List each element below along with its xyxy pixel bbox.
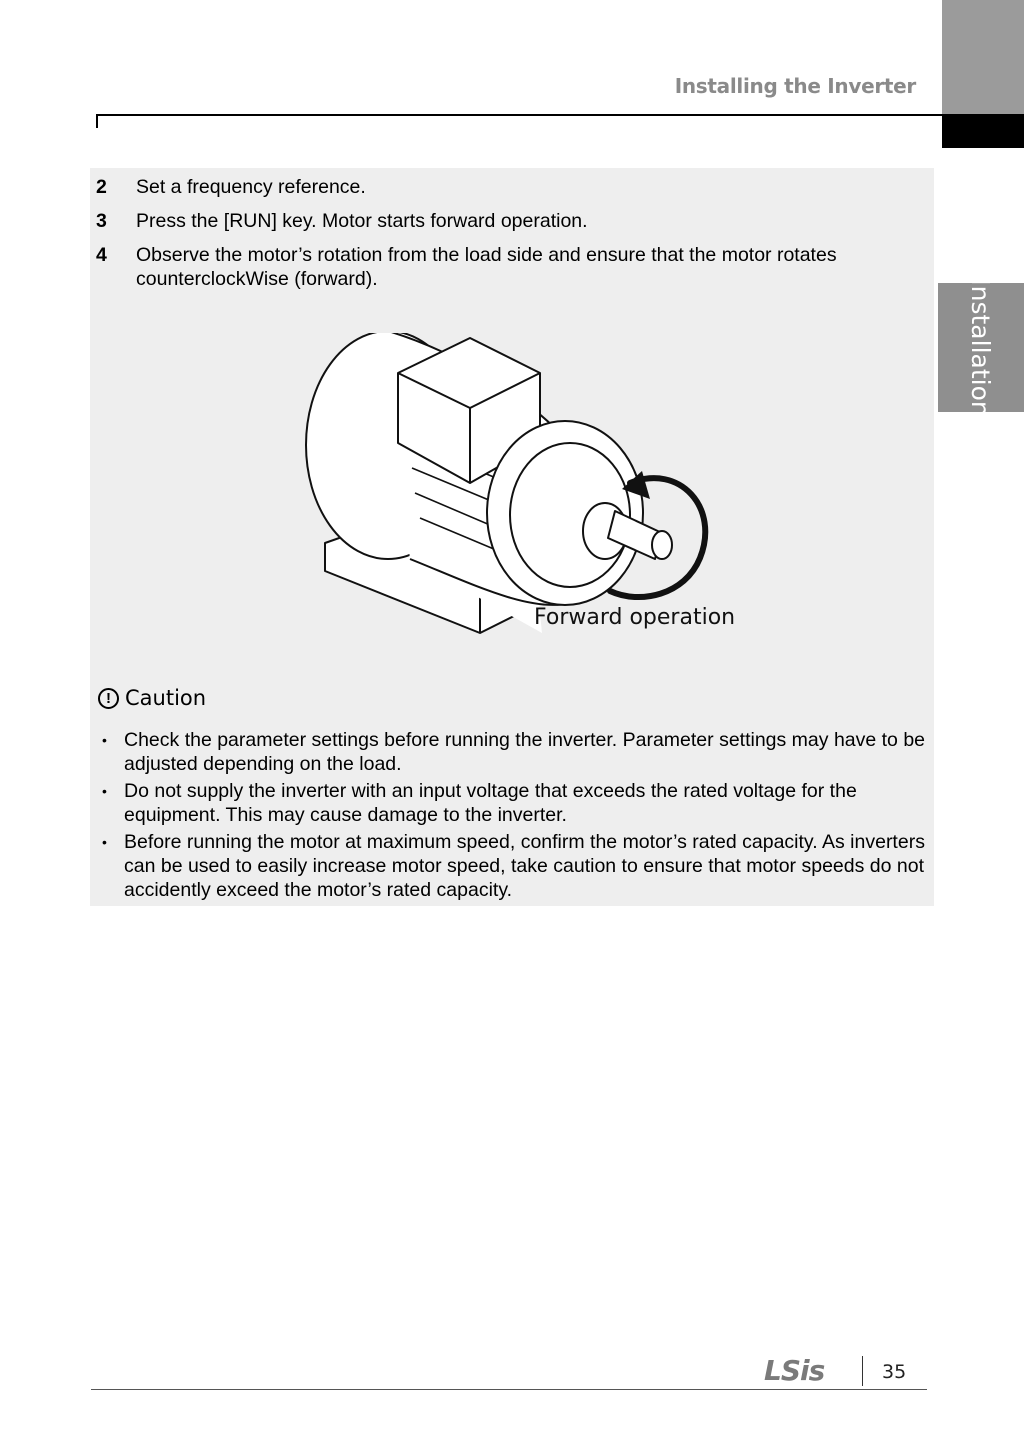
figure-caption: Forward operation <box>534 605 736 630</box>
step-item <box>96 243 914 291</box>
step-item <box>96 175 914 199</box>
chapter-tab-top <box>942 0 1024 114</box>
step-text: Observe the motor’s rotation from the load side and ensure that the motor rotates counterclockWise (forward). <box>136 244 837 290</box>
page-header-title: Installing the Inverter <box>674 74 916 98</box>
caution-item-text: Check the parameter settings before running the inverter. Parameter settings may have to be adjusted depending on the load. <box>124 729 926 775</box>
page-number: 35 <box>882 1361 907 1383</box>
bullet-icon: • <box>102 783 107 799</box>
bullet-icon: • <box>102 732 107 748</box>
content-panel <box>90 168 934 906</box>
motor-figure <box>270 333 750 658</box>
caution-icon: ! <box>98 688 119 709</box>
side-section-tab-label: Installation <box>966 278 996 417</box>
step-number: 4 <box>96 244 107 266</box>
caution-list <box>100 728 930 905</box>
step-text: Press the [RUN] key. Motor starts forward operation. <box>136 210 588 232</box>
caution-title: Caution <box>125 686 207 710</box>
step-number: 3 <box>96 210 107 232</box>
caution-heading <box>98 686 206 710</box>
bullet-icon: • <box>102 834 107 850</box>
caution-item <box>100 779 930 827</box>
company-logo: LSis <box>764 1354 825 1387</box>
header-rule <box>96 114 956 116</box>
step-text: Set a frequency reference. <box>136 176 366 198</box>
caution-item-text: Do not supply the inverter with an input voltage that exceeds the rated voltage for the equipment. This may cause damage to the inverter. <box>124 780 857 826</box>
caution-item <box>100 830 930 902</box>
caution-item-text: Before running the motor at maximum speed, confirm the motor’s rated capacity. As inverters can be used to easily increase motor speed, take caution to ensure that motor speeds do not accidently exceed the motor’s rated capacity. <box>124 831 925 901</box>
footer-separator <box>862 1356 863 1386</box>
step-number: 2 <box>96 176 107 198</box>
header-rule-tick <box>96 114 98 128</box>
chapter-tab-marker <box>942 114 1024 148</box>
caution-item <box>100 728 930 776</box>
step-item <box>96 209 914 233</box>
side-section-tab[interactable] <box>938 278 1024 417</box>
footer-rule <box>91 1389 927 1390</box>
